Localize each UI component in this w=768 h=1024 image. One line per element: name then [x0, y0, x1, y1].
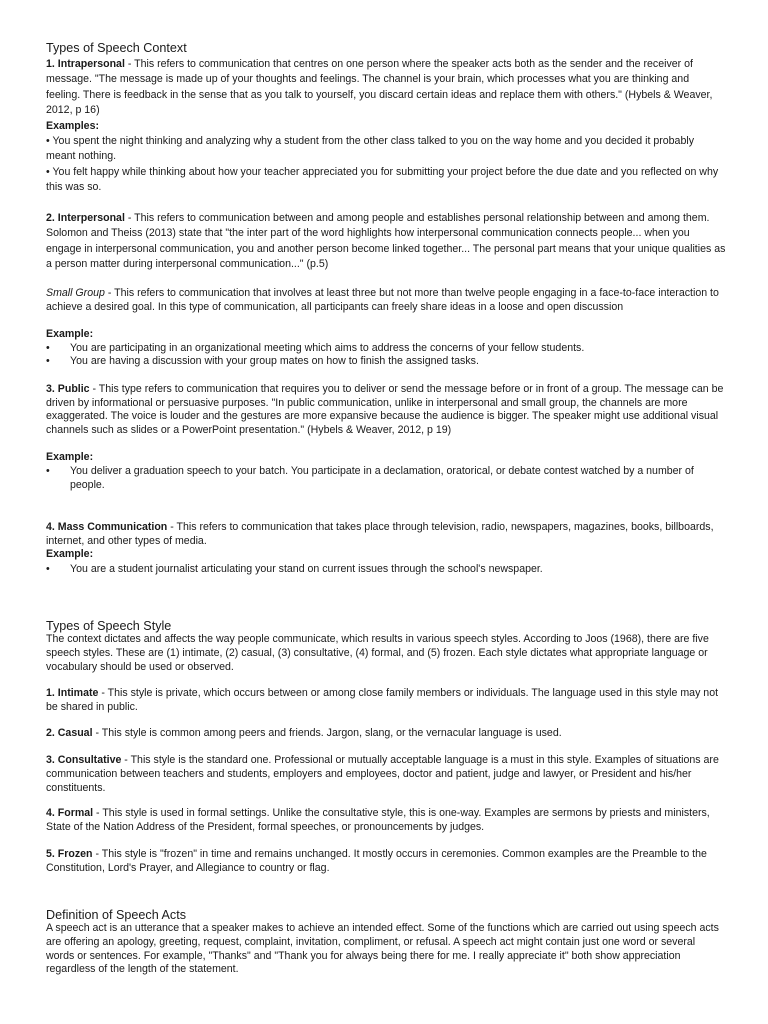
intrapersonal-paragraph: [46, 57, 726, 119]
small-group-example-label: Example:: [46, 328, 94, 340]
public-example-label: Example:: [46, 451, 94, 463]
public-term: 3. Public: [46, 383, 90, 395]
public-paragraph: [46, 383, 726, 437]
list-item: • You are participating in an organizational meeting which aims to address the concerns of your fellow students.: [46, 342, 585, 354]
style-intro: The context dictates and affects the way people communicate, which results in various speech styles. According to Joos (1968), there are five speech styles. These are (1) intimate, (2) casual, (3) consultative, (4) formal, and (5) frozen. Each style dictates what appropriate language or vocabulary should be used or observed.: [46, 633, 709, 673]
style-consultative: 3. Consultative - This style is the standard one. Professional or mutually acceptable language is a must in this style. Examples of situations are communication between teachers and students, employers and employees, doctor and patient, judge and lawyer, or President and his/her constituents.: [46, 754, 719, 794]
interpersonal-paragraph: [46, 211, 726, 273]
intrapersonal-term: 1. Intrapersonal: [46, 58, 125, 70]
small-group-term: Small Group: [46, 287, 105, 299]
style-frozen: 5. Frozen - This style is "frozen" in time and remains unchanged. It mostly occurs in ceremonies. Common examples are the Preamble to the Constitution, Lord's Prayer, and Allegiance to country or flag.: [46, 848, 707, 874]
style-intimate: 1. Intimate - This style is private, which occurs between or among close family members or individuals. The language used in this style may not be shared in public.: [46, 687, 719, 713]
bullet-icon: •: [46, 563, 50, 575]
bullet-icon: •: [46, 342, 50, 354]
heading-speech-context: Types of Speech Context: [46, 41, 187, 55]
list-item: • You are having a discussion with your group mates on how to finish the assigned tasks.: [46, 355, 479, 367]
mass-text: - This refers to communication that takes place through television, radio, newspapers, magazines, books, billboards, internet, and other types of media.: [46, 521, 714, 547]
list-item: • You are a student journalist articulating your stand on current issues through the school's newspaper.: [46, 563, 543, 575]
style-casual: 2. Casual - This style is common among peers and friends. Jargon, slang, or the vernacular language is used.: [46, 727, 562, 739]
mass-paragraph: [46, 521, 726, 548]
mass-term: 4. Mass Communication: [46, 521, 168, 533]
bullet-icon: •: [46, 465, 50, 477]
speech-acts-definition: A speech act is an utterance that a speaker makes to achieve an intended effect. Some of the functions which are carried out using speech acts are offering an apology, greeting, request, complaint, invitation, compliment, or refusal. A speech act might contain just one word or several words or sentences. For example, "Thanks" and "Thank you for always being there for me. I really appreciate it" both show appreciation regardless of the length of the statement.: [46, 922, 719, 976]
intrapersonal-example-1: • You spent the night thinking and analyzing why a student from the other class talked to you on the way home and you decided it probably meant nothing.: [46, 135, 694, 163]
small-group-paragraph: [46, 287, 726, 314]
heading-speech-style: Types of Speech Style: [46, 619, 172, 633]
interpersonal-term: 2. Interpersonal: [46, 212, 125, 224]
intrapersonal-examples-label: Examples:: [46, 120, 99, 132]
intrapersonal-example-2: • You felt happy while thinking about how your teacher appreciated you for submitting your project before the due date and you reflected on why this was so.: [46, 166, 719, 194]
style-formal: 4. Formal - This style is used in formal settings. Unlike the consultative style, this is one-way. Examples are sermons by priests and ministers, State of the Nation Address of the President, formal speeches, or pronouncements by judges.: [46, 807, 710, 833]
interpersonal-text: - This refers to communication between and among people and establishes personal relationship between and among them. Solomon and Theiss (2013) state that "the inter part of the word highlights how interpersonal communication connects people... when you engage in interpersonal communication, you and another person become linked together... The personal part means that your unique qualities as a person matter during interpersonal communication..." (p.5): [46, 212, 726, 271]
mass-example-label: Example:: [46, 548, 94, 560]
small-group-text: - This refers to communication that involves at least three but not more than twelve people engaging in a face-to-face interaction to achieve a desired goal. In this type of communication, all participants can freely share ideas in a loose and open discussion: [46, 287, 719, 313]
public-text: - This type refers to communication that requires you to deliver or send the message before or in front of a group. The message can be driven by informational or persuasive purposes. "In public communication, unlike in interpersonal and small group, the channels are more exaggerated. The voice is louder and the gestures are more expansive because the audience is bigger. The speaker might use additional visual channels such as slides or a PowerPoint presentation." (Hybels & Weaver, 2012, p 19): [46, 383, 724, 436]
list-item: • You deliver a graduation speech to your batch. You participate in a declamation, oratorical, or debate contest watched by a number of people.: [46, 465, 694, 491]
intrapersonal-text: - This refers to communication that centres on one person where the speaker acts both as the sender and the receiver of message. "The message is made up of your thoughts and feelings. The channel is your brain, which processes what you are thinking and feeling. There is feedback in the sense that as you talk to yourself, you discard certain ideas and replace them with others." (Hybels & Weaver, 2012, p 16): [46, 58, 713, 117]
bullet-icon: •: [46, 355, 50, 367]
heading-speech-acts: Definition of Speech Acts: [46, 908, 187, 922]
